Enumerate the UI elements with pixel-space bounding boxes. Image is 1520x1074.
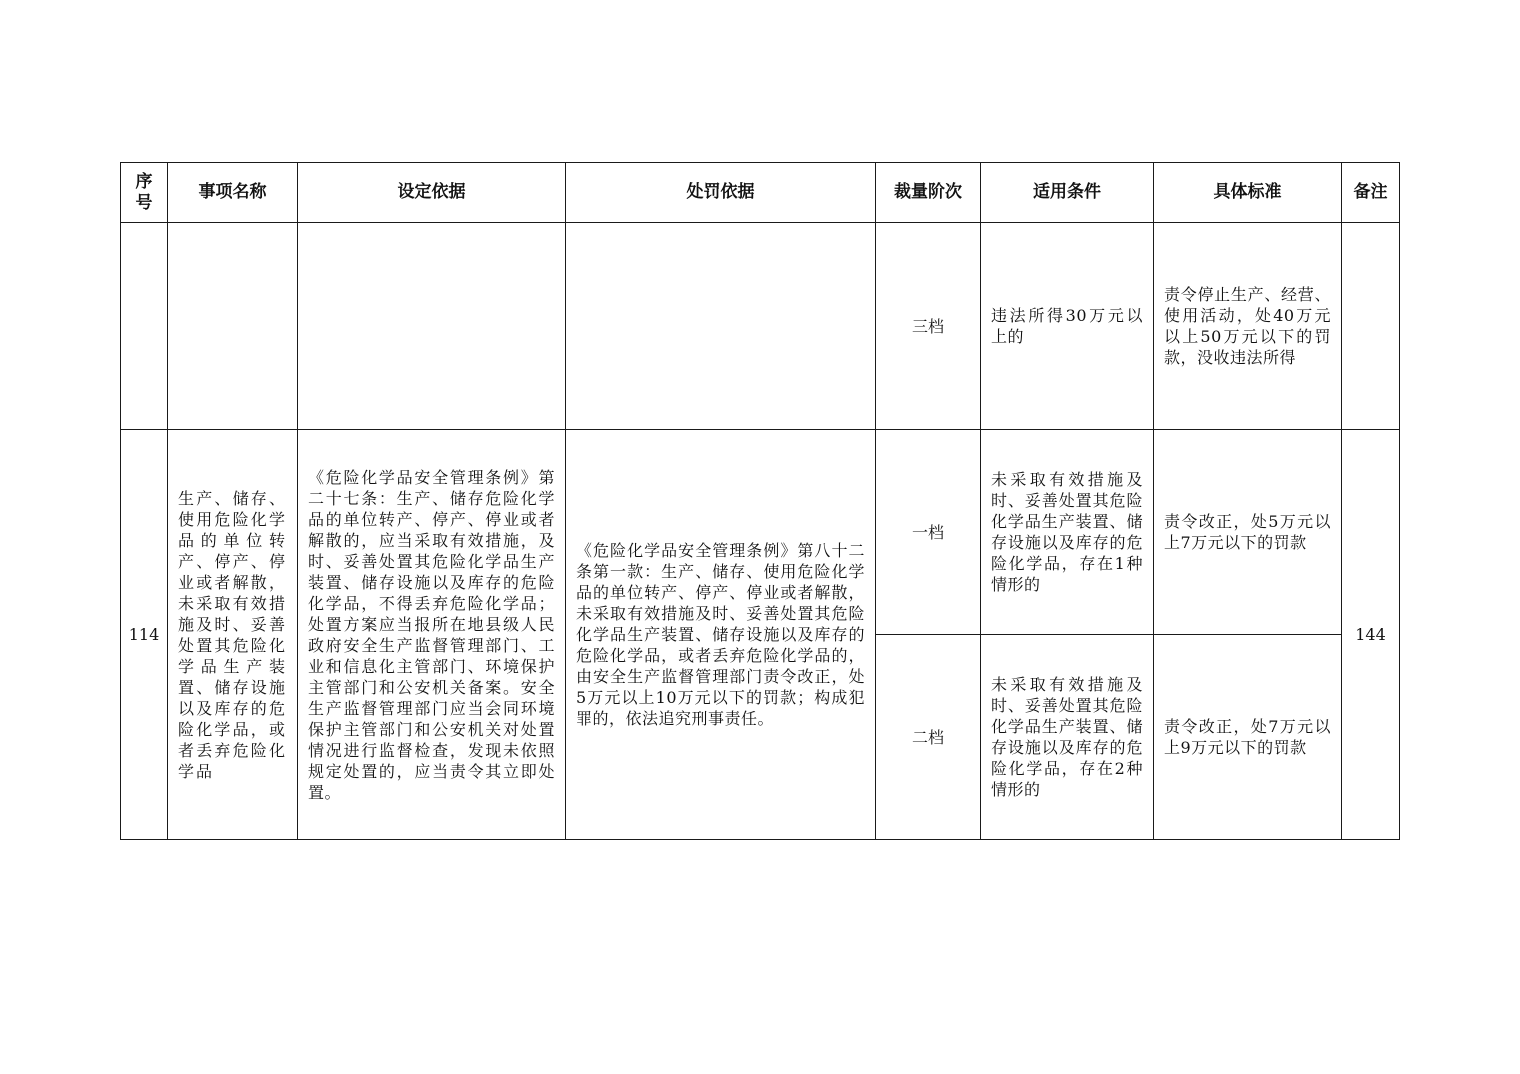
cell-basis-penalty (566, 223, 876, 430)
condition-text: 违法所得30万元以上的 (991, 306, 1143, 346)
header-name: 事项名称 (168, 163, 298, 223)
header-standard: 具体标准 (1154, 163, 1342, 223)
cell-standard (1154, 430, 1342, 635)
cell-level: 一档 (876, 430, 981, 635)
basis-penalty-text: 《危险化学品安全管理条例》第八十二条第一款：生产、储存、使用危险化学品的单位转产、停产、停业或者解散，未采取有效措施及时、妥善处置其危险化学品生产装置、储存设施以及库存的危险化学品，或者丢弃危险化学品的，由安全生产监督管理部门责令改正，处5万元以上10万元以下的罚款；构成犯罪的，依法追究刑事责任。 (576, 541, 865, 728)
table-row-continued (121, 223, 1400, 430)
header-row (121, 163, 1400, 223)
condition-text: 未采取有效措施及时、妥善处置其危险化学品生产装置、储存设施以及库存的危险化学品，存在2种情形的 (991, 675, 1143, 799)
cell-basis-set (298, 430, 566, 840)
penalty-discretion-table (120, 162, 1400, 840)
cell-seq: 114 (121, 430, 168, 840)
item-name-text: 生产、储存、使用危险化学品的单位转产、停产、停业或者解散，未采取有效措施及时、妥善处置其危险化学品生产装置、储存设施以及库存的危险化学品，或者丢弃危险化学品 (178, 488, 287, 781)
cell-remark: 144 (1342, 430, 1400, 840)
cell-level: 三档 (876, 223, 981, 430)
cell-standard (1154, 223, 1342, 430)
cell-basis-penalty (566, 430, 876, 840)
cell-standard (1154, 635, 1342, 840)
header-basis-penalty: 处罚依据 (566, 163, 876, 223)
header-level: 裁量阶次 (876, 163, 981, 223)
cell-condition (981, 223, 1154, 430)
header-remark: 备注 (1342, 163, 1400, 223)
header-condition: 适用条件 (981, 163, 1154, 223)
cell-remark (1342, 223, 1400, 430)
standard-text: 责令停止生产、经营、使用活动，处40万元以上50万元以下的罚款，没收违法所得 (1164, 285, 1331, 367)
cell-condition (981, 430, 1154, 635)
cell-basis-set (298, 223, 566, 430)
standard-text: 责令改正，处5万元以上7万元以下的罚款 (1164, 512, 1331, 552)
cell-name (168, 430, 298, 840)
cell-name (168, 223, 298, 430)
header-basis-set: 设定依据 (298, 163, 566, 223)
table-body (121, 223, 1400, 840)
cell-condition (981, 635, 1154, 840)
cell-seq (121, 223, 168, 430)
basis-set-text: 《危险化学品安全管理条例》第二十七条：生产、储存危险化学品的单位转产、停产、停业或者解散的，应当采取有效措施，及时、妥善处置其危险化学品生产装置、储存设施以及库存的危险化学品，不得丢弃危险化学品；处置方案应当报所在地县级人民政府安全生产监督管理部门、工业和信息化主管部门、环境保护主管部门和公安机关备案。安全生产监督管理部门应当会同环境保护主管部门和公安机关对处置情况进行监督检查，发现未依照规定处置的，应当责令其立即处置。 (308, 467, 555, 802)
table-row-item-tier-1 (121, 430, 1400, 635)
header-seq (121, 163, 168, 223)
condition-text: 未采取有效措施及时、妥善处置其危险化学品生产装置、储存设施以及库存的危险化学品，存在1种情形的 (991, 470, 1143, 594)
standard-text: 责令改正，处7万元以上9万元以下的罚款 (1164, 717, 1331, 757)
header-seq-label: 序号 (135, 171, 153, 213)
table-header (121, 163, 1400, 223)
cell-level: 二档 (876, 635, 981, 840)
